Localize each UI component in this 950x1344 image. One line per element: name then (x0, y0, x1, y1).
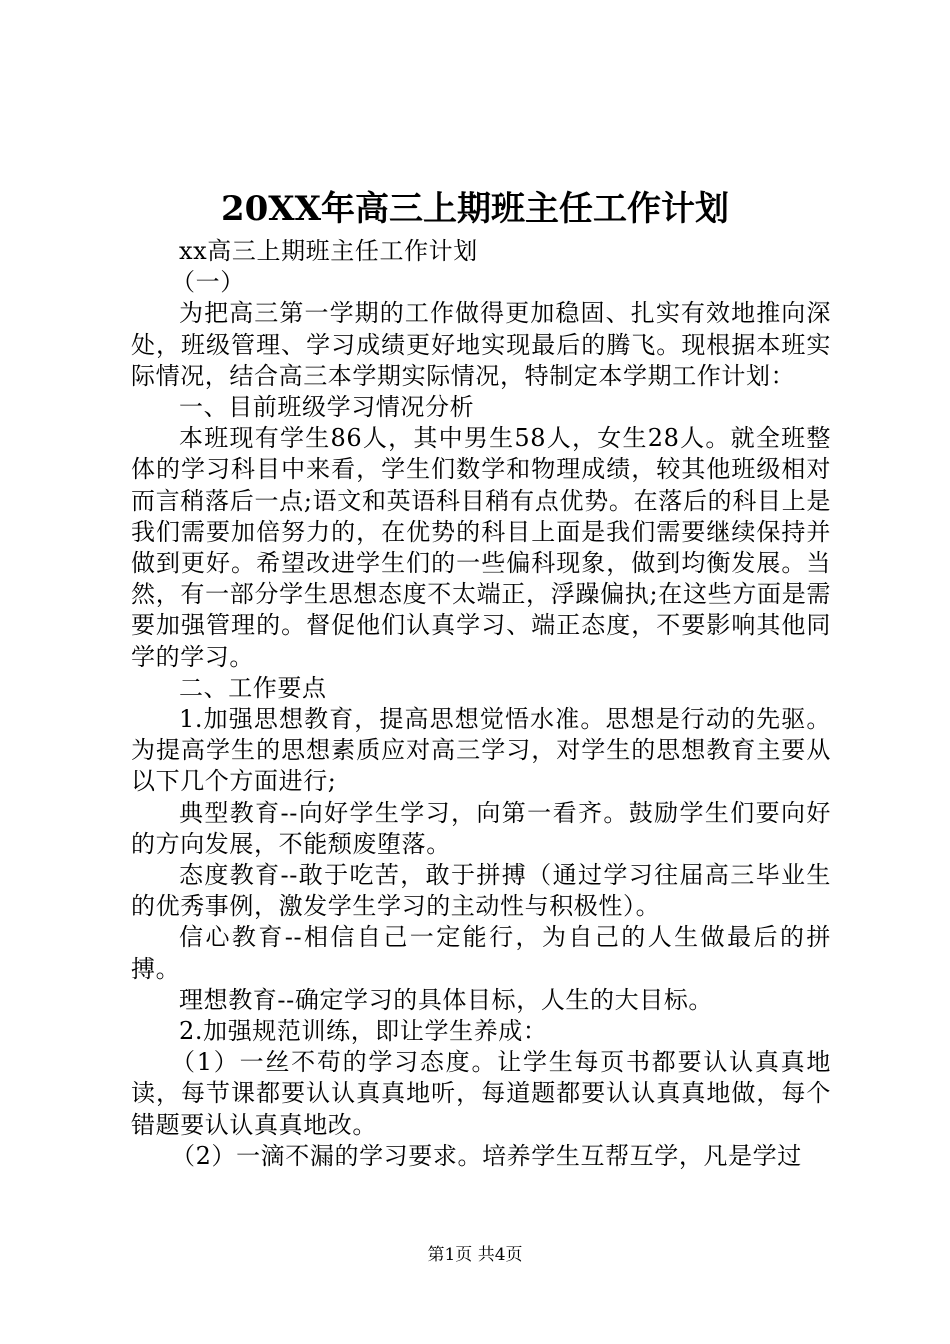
education-item: 理想教育--确定学习的具体目标，人生的大目标。 (179, 985, 714, 1014)
education-item: 信心教育--相信自己一定能行，为自己的人生做最后的拼搏。 (131, 923, 831, 983)
page-footer: 第1页 共4页 (427, 1245, 523, 1265)
section-heading: 二、工作要点 (179, 673, 327, 702)
requirement-item: （1）一丝不苟的学习态度。让学生每页书都要认认真真地读，每节课都要认认真真地听，每道题都要认认真真地做，每个错题要认认真真地改。 (131, 1048, 831, 1139)
education-item: 态度教育--敢于吃苦，敢于拼搏（通过学习往届高三毕业生的优秀事例，激发学生学习的主动性与积极性）。 (131, 861, 831, 921)
document-body (131, 236, 831, 1172)
section-marker: （一） (171, 268, 245, 297)
intro-paragraph: 为把高三第一学期的工作做得更加稳固、扎实有效地推向深处，班级管理、学习成绩更好地实现最后的腾飞。现根据本班实际情况，结合高三本学期实际情况，特制定本学期工作计划： (131, 299, 831, 390)
section-heading: 一、目前班级学习情况分析 (179, 393, 475, 422)
document-title: 20XX年高三上期班主任工作计划 (220, 189, 730, 229)
education-item: 典型教育--向好学生学习，向第一看齐。鼓励学生们要向好的方向发展，不能颓废堕落。 (131, 798, 831, 858)
subtitle-paragraph: xx高三上期班主任工作计划 (179, 237, 478, 265)
point-paragraph: 1.加强思想教育，提高思想觉悟水准。思想是行动的先驱。为提高学生的思想素质应对高三学习，对学生的思想教育主要从以下几个方面进行; (131, 705, 831, 796)
requirement-item: （2）一滴不漏的学习要求。培养学生互帮互学，凡是学过 (171, 1141, 802, 1170)
analysis-paragraph: 本班现有学生86人，其中男生58人，女生28人。就全班整体的学习科目中来看，学生们数学和物理成绩，较其他班级相对而言稍落后一点;语文和英语科目稍有点优势。在落后的科目上是我们需要加倍努力的，在优势的科目上面是我们需要继续保持并做到更好。希望改进学生们的一些偏科现象，做到均衡发展。当然，有一部分学生思想态度不太端正，浮躁偏执;在这些方面是需要加强管理的。督促他们认真学习、端正态度，不要影响其他同学的学习。 (131, 424, 831, 671)
point-paragraph: 2.加强规范训练，即让学生养成： (179, 1017, 548, 1046)
